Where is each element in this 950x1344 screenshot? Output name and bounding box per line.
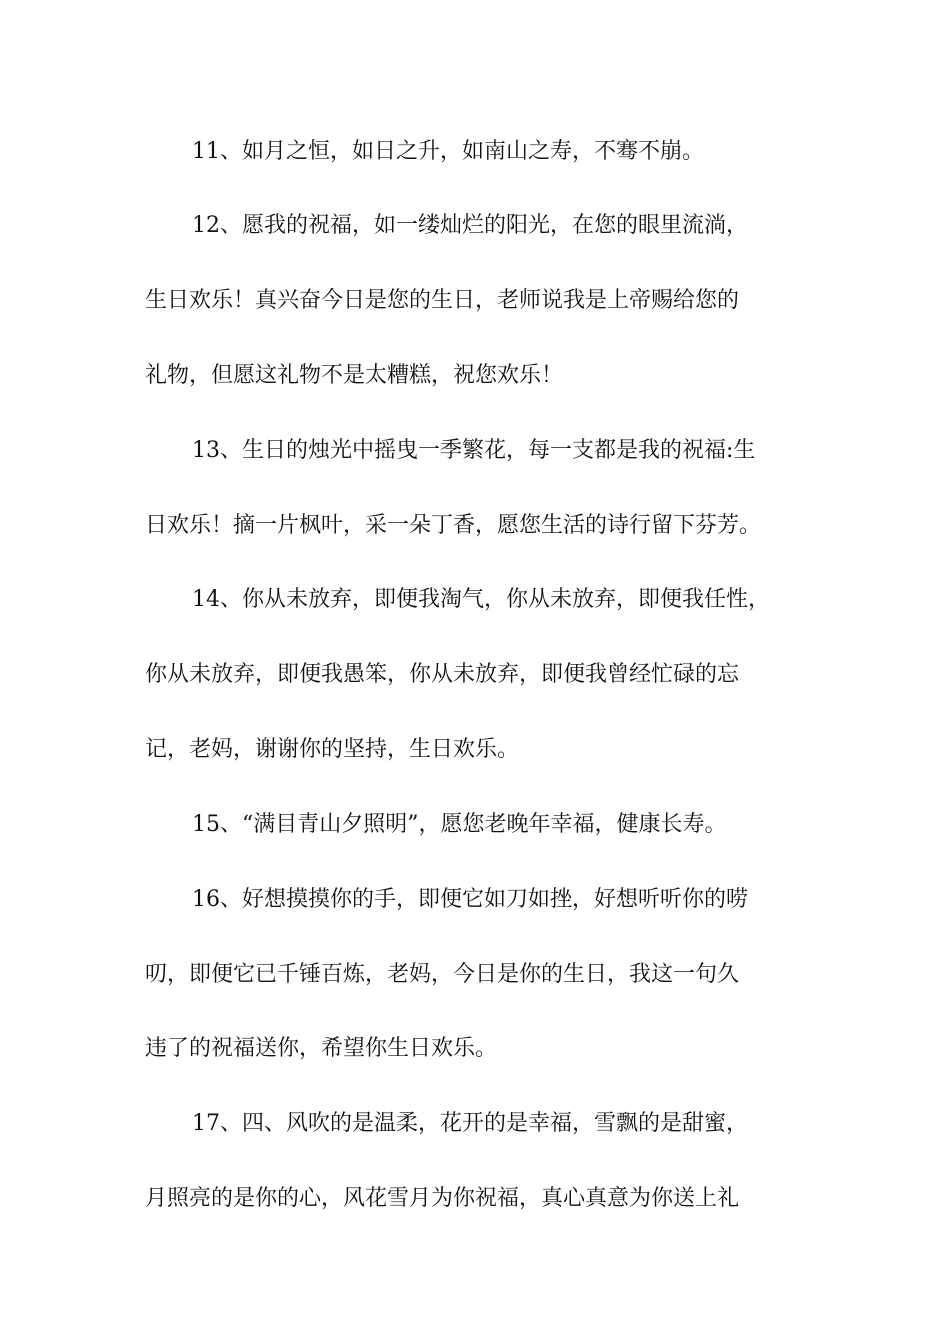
- text-line: 你从未放弃，即便我愚笨，你从未放弃，即便我曾经忙碌的忘: [145, 662, 740, 687]
- text-line: 礼物，但愿这礼物不是太糟糕，祝您欢乐！: [145, 363, 564, 388]
- text-line: 15、“满目青山夕照明”，愿您老晚年幸福，健康长寿。: [192, 812, 727, 837]
- text-line: 生日欢乐！真兴奋今日是您的生日，老师说我是上帝赐给您的: [145, 288, 740, 313]
- text-line: 违了的祝福送你，希望你生日欢乐。: [145, 1036, 498, 1061]
- text-line: 12、愿我的祝福，如一缕灿烂的阳光，在您的眼里流淌，: [192, 213, 748, 238]
- text-line: 11、如月之恒，如日之升，如南山之寿，不骞不崩。: [192, 139, 704, 164]
- text-line: 记，老妈，谢谢你的坚持，生日欢乐。: [145, 737, 520, 762]
- text-line: 14、你从未放弃，即便我淘气，你从未放弃，即便我任性，: [192, 587, 770, 612]
- text-line: 17、四、风吹的是温柔，花开的是幸福，雪飘的是甜蜜，: [192, 1111, 748, 1136]
- text-line: 月照亮的是你的心，风花雪月为你祝福，真心真意为你送上礼: [145, 1186, 740, 1211]
- text-line: 日欢乐！摘一片枫叶，采一朵丁香，愿您生活的诗行留下芬芳。: [145, 513, 762, 538]
- text-line: 16、好想摸摸你的手，即便它如刀如挫，好想听听你的唠: [192, 887, 748, 912]
- text-line: 叨，即便它已千锤百炼，老妈，今日是你的生日，我这一句久: [145, 962, 740, 987]
- text-line: 13、生日的烛光中摇曳一季繁花，每一支都是我的祝福:生: [192, 438, 756, 463]
